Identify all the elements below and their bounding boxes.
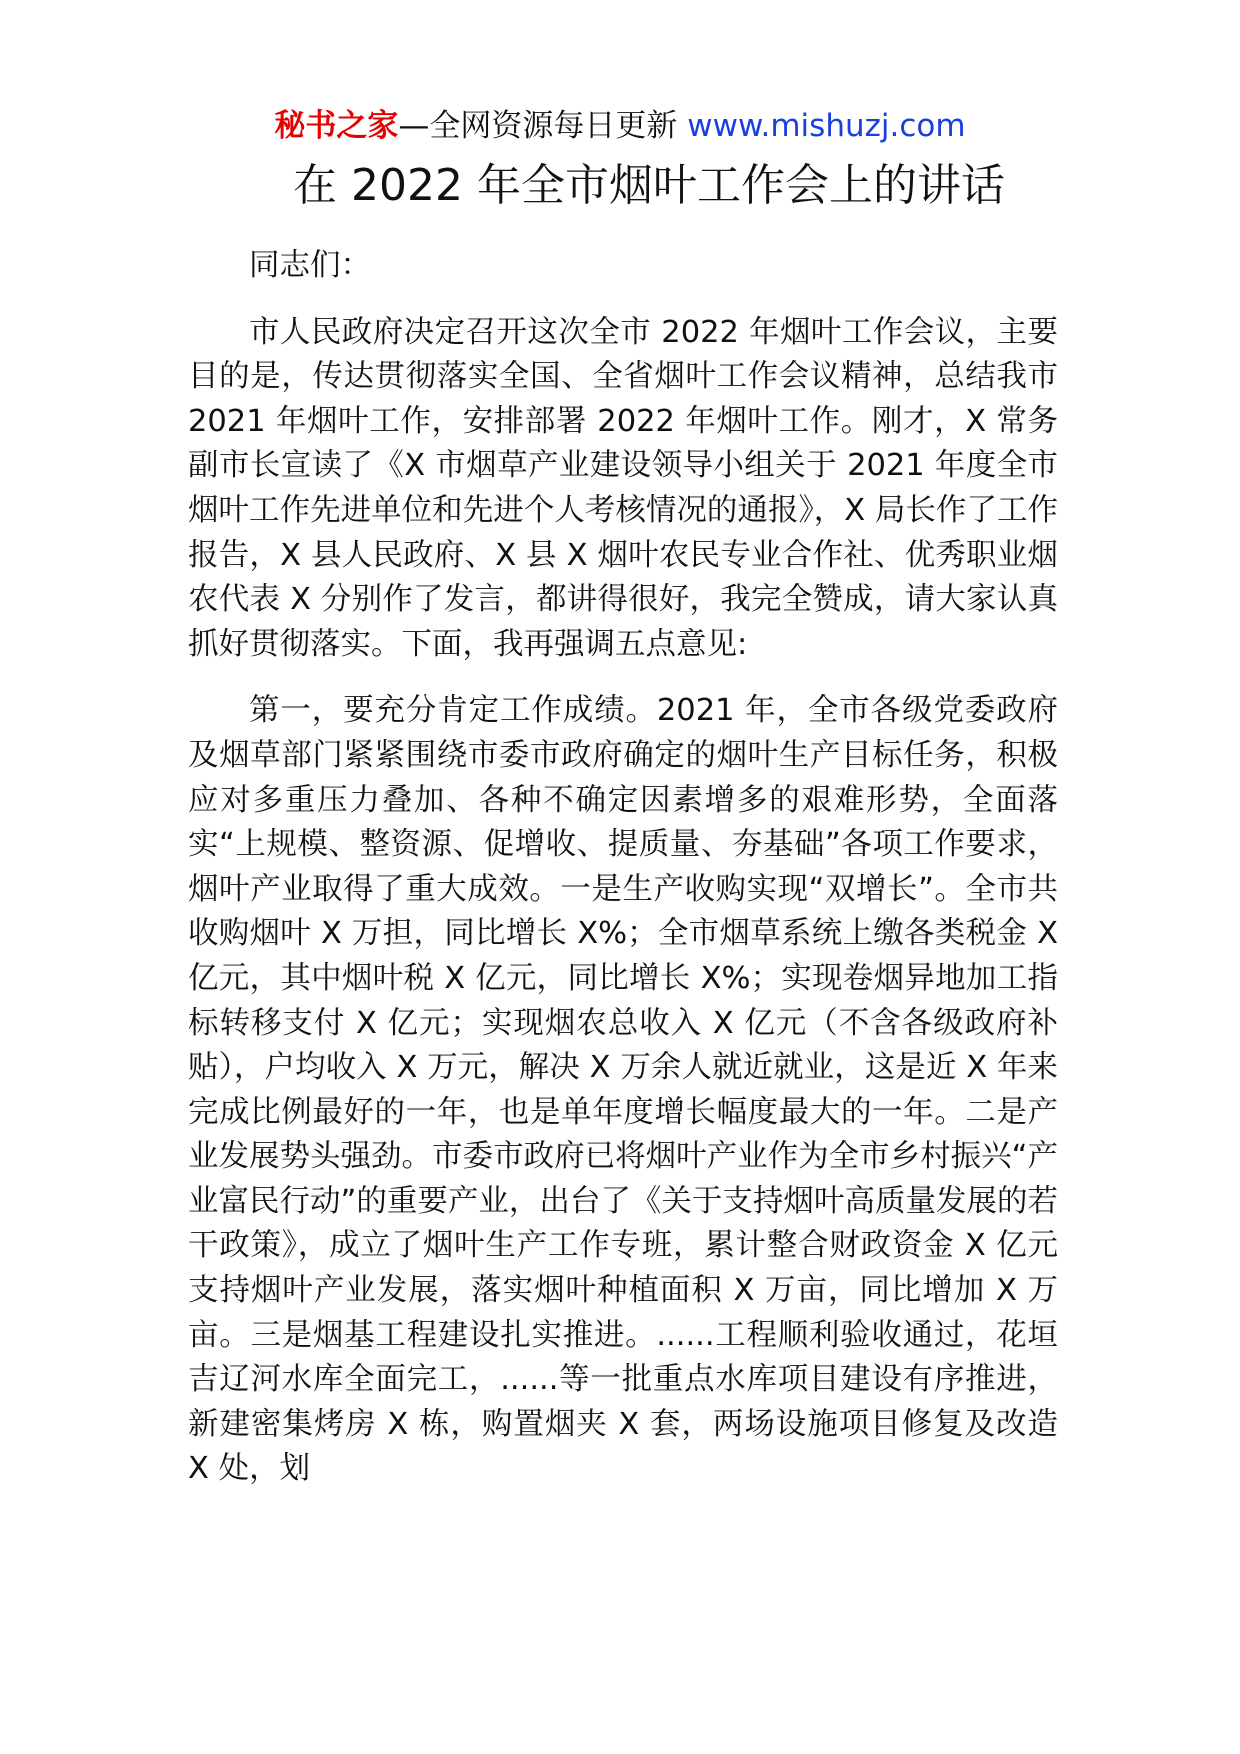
document-title: 在 2022 年全市烟叶工作会上的讲话 [293, 160, 1005, 211]
document-body [188, 244, 1058, 1514]
greeting: 同志们： [249, 248, 371, 283]
paragraph-intro: 市人民政府决定召开这次全市 2022 年烟叶工作会议，主要目的是，传达贯彻落实全国、全省烟叶工作会议精神，总结我市 2021 年烟叶工作，安排部署 2022 年烟叶工作。刚才，X 常务副市长宣读了《X 市烟草产业建设领导小组关于 2021 年度全市烟叶工作先进单位和先进个人考核情况的通报》，X 局长作了工作报告，X 县人民政府、X 县 X 烟叶农民专业合作社、优秀职业烟农代表 X 分别作了发言，都讲得很好，我完全赞成，请大家认真抓好贯彻落实。下面，我再强调五点意见: [188, 314, 1058, 662]
brand-name: 秘书之家 [274, 108, 399, 144]
site-url: www.mishuzj.com [687, 108, 966, 144]
watermark-header [0, 104, 1240, 148]
paragraph-first-point: 第一，要充分肯定工作成绩。2021 年，全市各级党委政府及烟草部门紧紧围绕市委市政府确定的烟叶生产目标任务，积极应对多重压力叠加、各种不确定因素增多的艰难形势，全面落实“上规模、整资源、促增收、提质量、夯基础”各项工作要求，烟叶产业取得了重大成效。一是生产收购实现“双增长”。全市共收购烟叶 X 万担，同比增长 X%；全市烟草系统上缴各类税金 X 亿元，其中烟叶税 X 亿元，同比增长 X%；实现卷烟异地加工指标转移支付 X 亿元；实现烟农总收入 X 亿元（不含各级政府补贴），户均收入 X 万元，解决 X 万余人就近就业，这是近 X 年来完成比例最好的一年，也是单年度增长幅度最大的一年。二是产业发展势头强劲。市委市政府已将烟叶产业作为全市乡村振兴“产业富民行动”的重要产业，出台了《关于支持烟叶高质量发展的若干政策》，成立了烟叶生产工作专班，累计整合财政资金 X 亿元支持烟叶产业发展，落实烟叶种植面积 X 万亩，同比增加 X 万亩。三是烟基工程建设扎实推进。......工程顺利验收通过，花垣吉辽河水库全面完工，......等一批重点水库项目建设有序推进，新建密集烤房 X 栋，购置烟夹 X 套，两场设施项目修复及改造 X 处，划 [188, 693, 1058, 1487]
brand-tagline: —全网资源每日更新 [398, 108, 678, 144]
